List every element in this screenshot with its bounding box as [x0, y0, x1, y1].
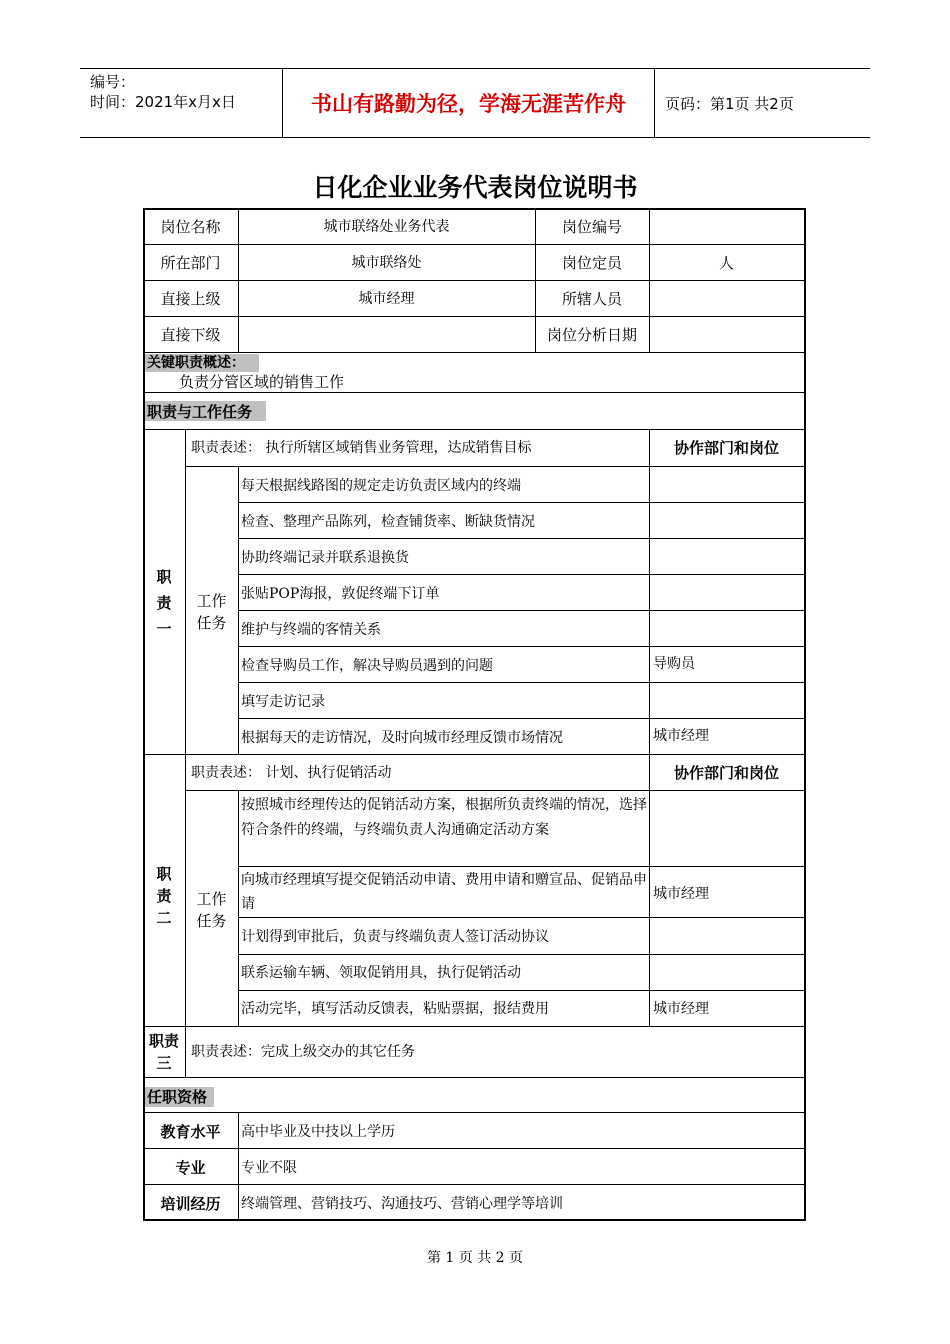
rule	[238, 646, 806, 647]
duty2-tasks-label-line: 工作	[196, 890, 227, 908]
duty1-coop-header: 协作部门和岗位	[673, 439, 779, 457]
duty1-task: 填写走访记录	[241, 694, 325, 710]
training-label: 培训经历	[160, 1195, 221, 1213]
duty1-task: 维护与终端的客情关系	[241, 622, 381, 638]
job-description-table	[143, 208, 806, 1221]
frame-bottom	[143, 1219, 806, 1221]
major-value: 专业不限	[241, 1160, 297, 1176]
duty2-label-char: 职	[156, 865, 172, 883]
header-page-number: 页码：第1页 共2页	[665, 94, 794, 113]
duty1-task-coop: 导购员	[653, 656, 695, 672]
frame-top	[143, 208, 806, 210]
rule	[238, 502, 806, 503]
duty3-label-line: 三	[156, 1054, 172, 1072]
duty2-tasks-label-line: 任务	[196, 912, 227, 930]
rule	[143, 754, 806, 755]
position-no-label: 岗位编号	[561, 218, 622, 236]
duty2-coop-header: 协作部门和岗位	[673, 764, 779, 782]
duty1-tasks-label-line: 工作	[196, 592, 227, 610]
duty1-task: 根据每天的走访情况，及时向城市经理反馈市场情况	[241, 730, 563, 746]
rule	[185, 790, 806, 791]
rule	[238, 1112, 239, 1220]
rule	[649, 754, 650, 1026]
duty3-label	[143, 1030, 185, 1074]
document-time-label: 时间：2021年x月x日	[90, 93, 236, 111]
rule	[185, 466, 806, 467]
header-meta	[80, 69, 283, 137]
frame-right	[804, 208, 806, 1221]
education-label: 教育水平	[160, 1123, 221, 1141]
rule	[185, 1026, 186, 1077]
duty3-statement: 职责表述：完成上级交办的其它任务	[191, 1044, 415, 1060]
document-title: 日化企业业务代表岗位说明书	[312, 173, 638, 202]
rule	[143, 1077, 806, 1078]
rule	[143, 280, 806, 281]
duty1-label-char: 一	[156, 620, 172, 638]
duty1-task: 检查导购员工作，解决导购员遇到的问题	[241, 658, 493, 674]
duty2-task: 按照城市经理传达的促销活动方案，根据所负责终端的情况，选择符合条件的终端，与终端负责人沟通确定活动方案	[241, 797, 647, 838]
rule	[238, 954, 806, 955]
duty2-task: 计划得到审批后，负责与终端负责人签订活动协议	[241, 929, 549, 945]
rule	[238, 990, 806, 991]
duty2-label	[143, 863, 185, 929]
duty2-task: 向城市经理填写提交促销活动申请、费用申请和赠宣品、促销品申请	[241, 872, 647, 912]
duty1-tasks-label-line: 任务	[196, 614, 227, 632]
subordinates-label: 所辖人员	[561, 290, 622, 308]
document-number-label: 编号：	[90, 73, 136, 91]
summary-text: 负责分管区域的销售工作	[179, 373, 345, 391]
rule	[238, 917, 806, 918]
document-header	[80, 68, 870, 138]
duties-heading: 职责与工作任务	[147, 403, 253, 421]
duty1-statement: 职责表述： 执行所辖区域销售业务管理，达成销售目标	[191, 440, 532, 456]
duty2-label-char: 二	[156, 909, 172, 927]
duty1-task-coop: 城市经理	[653, 728, 709, 744]
duty1-task: 张贴POP海报，敦促终端下订单	[241, 586, 440, 602]
duty1-task: 检查、整理产品陈列，检查铺货率、断缺货情况	[241, 514, 535, 530]
department-label: 所在部门	[160, 254, 221, 272]
duty1-label-char: 责	[156, 594, 172, 612]
duty3-label-line: 职责	[148, 1032, 179, 1050]
position-name-label: 岗位名称	[160, 218, 221, 236]
rule	[238, 866, 806, 867]
page-footer: 第 1 页 共 2 页	[426, 1250, 524, 1266]
duty2-label-char: 责	[156, 887, 172, 905]
education-value: 高中毕业及中技以上学历	[241, 1124, 395, 1140]
rule	[143, 244, 806, 245]
headcount-label: 岗位定员	[561, 254, 622, 272]
duty1-task: 每天根据线路图的规定走访负责区域内的终端	[241, 478, 521, 494]
direct-subordinate-label: 直接下级	[160, 326, 221, 344]
analysis-date-label: 岗位分析日期	[546, 326, 637, 344]
rule	[649, 429, 650, 754]
qualification-heading: 任职资格	[147, 1088, 208, 1106]
headcount-value: 人	[718, 254, 734, 272]
rule	[238, 610, 806, 611]
rule	[143, 1148, 806, 1149]
rule	[238, 574, 806, 575]
superior-label: 直接上级	[160, 290, 221, 308]
rule	[238, 538, 806, 539]
rule	[143, 429, 806, 430]
position-name-value: 城市联络处业务代表	[323, 219, 450, 235]
duty1-label-char: 职	[156, 568, 172, 586]
duty1-task: 协助终端记录并联系退换货	[241, 550, 409, 566]
rule	[143, 352, 806, 353]
duty2-task: 活动完毕，填写活动反馈表，粘贴票据，报结费用	[241, 1001, 549, 1017]
rule	[143, 1112, 806, 1113]
duty2-task: 联系运输车辆、领取促销用具，执行促销活动	[241, 965, 521, 981]
header-motto: 书山有路勤为径，学海无涯苦作舟	[283, 69, 655, 137]
duty1-tasks-label	[185, 590, 238, 634]
duty2-task-coop: 城市经理	[653, 1001, 709, 1017]
superior-value: 城市经理	[358, 291, 415, 307]
duty2-task-coop: 城市经理	[653, 886, 709, 902]
rule	[649, 208, 650, 352]
rule	[238, 718, 806, 719]
major-label: 专业	[175, 1159, 206, 1177]
training-value: 终端管理、营销技巧、沟通技巧、营销心理学等培训	[241, 1196, 563, 1212]
duty1-label	[143, 564, 185, 642]
rule	[238, 682, 806, 683]
department-value: 城市联络处	[351, 255, 422, 271]
duty2-statement: 职责表述： 计划、执行促销活动	[191, 765, 392, 781]
rule	[143, 1026, 806, 1027]
rule	[143, 1184, 806, 1185]
rule	[143, 392, 806, 393]
rule	[143, 316, 806, 317]
duty2-tasks-label	[185, 888, 238, 932]
summary-heading: 关键职责概述：	[147, 355, 245, 371]
